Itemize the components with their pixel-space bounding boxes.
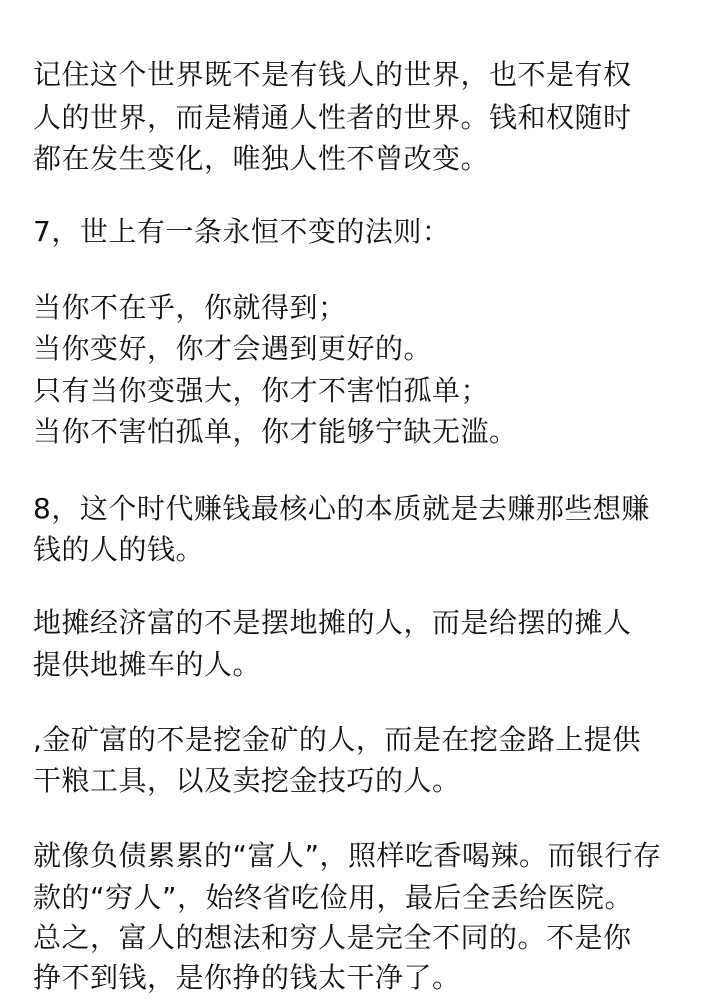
paragraph-7-line-4: 挣不到钱，是你挣的钱太干净了。 — [33, 961, 461, 994]
paragraph-1-line-2: 人的世界，而是精通人性者的世界。钱和权随时 — [33, 101, 632, 134]
paragraph-7-line-1: 就像负债累累的“富人”，照样吃香喝辣。而银行存 — [33, 839, 662, 872]
paragraph-3-line-1: 当你不在乎，你就得到； — [33, 291, 347, 324]
paragraph-2-line-1: 7，世上有一条永恒不变的法则： — [33, 215, 451, 248]
paragraph-1-line-1: 记住这个世界既不是有钱人的世界，也不是有权 — [33, 58, 632, 91]
paragraph-3-line-2: 当你变好，你才会遇到更好的。 — [33, 332, 433, 365]
paragraph-4-line-2: 钱的人的钱。 — [33, 533, 205, 566]
paragraph-6-line-2: 干粮工具，以及卖挖金技巧的人。 — [33, 764, 461, 797]
paragraph-4-line-1: 8，这个时代赚钱最核心的本质就是去赚那些想赚 — [33, 492, 650, 525]
paragraph-7-line-2: 款的“穷人”，始终省吃俭用，最后全丢给医院。 — [33, 881, 634, 914]
paragraph-5-line-2: 提供地摊车的人。 — [33, 648, 262, 681]
paragraph-3-line-4: 当你不害怕孤单，你才能够宁缺无滥。 — [33, 415, 518, 448]
paragraph-1-line-3: 都在发生变化，唯独人性不曾改变。 — [33, 142, 490, 175]
paragraph-3-line-3: 只有当你变强大，你才不害怕孤单； — [33, 374, 490, 407]
paragraph-6-line-1: ,金矿富的不是挖金矿的人，而是在挖金路上提供 — [33, 723, 641, 756]
paragraph-5-line-1: 地摊经济富的不是摆地摊的人，而是给摆的摊人 — [33, 606, 632, 639]
paragraph-7-line-3: 总之，富人的想法和穷人是完全不同的。不是你 — [33, 921, 632, 954]
